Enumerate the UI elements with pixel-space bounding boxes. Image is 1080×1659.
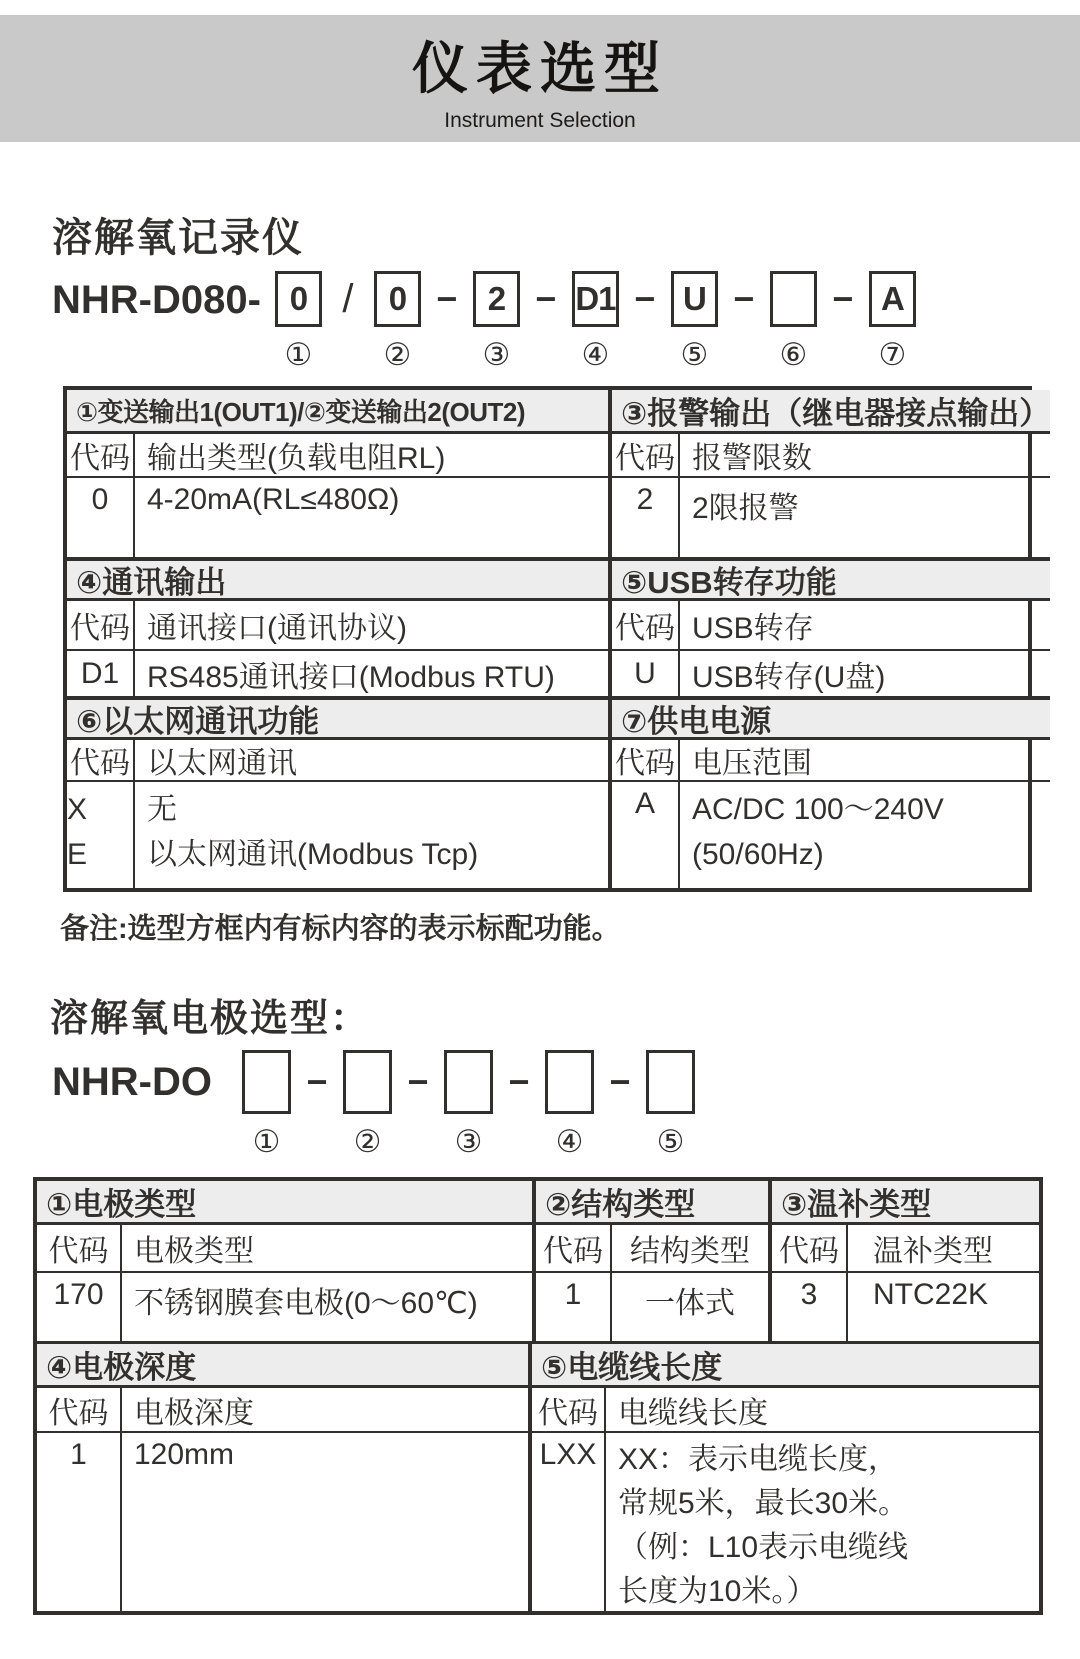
section-band-cable-length: ⑤电缆线长度 xyxy=(532,1344,1039,1388)
electrode-box-group-5 xyxy=(646,1050,695,1157)
model-box-index-5: ⑤ xyxy=(680,337,709,372)
table-data-row xyxy=(612,782,1050,888)
desc-header-cell: 结构类型 xyxy=(630,1235,750,1268)
section-band-temp-comp: ③温补类型 xyxy=(772,1181,1039,1225)
desc-header-cell: 通讯接口(通讯协议) xyxy=(147,612,407,645)
table-data-row xyxy=(772,1273,1039,1341)
model-separator: − xyxy=(306,1061,328,1102)
table-subheader-row xyxy=(612,434,1050,478)
electrode-section-title: 溶解氧电极选型： xyxy=(50,998,371,1040)
table-subheader-row xyxy=(612,740,1050,782)
desc-header-cell: 电缆线长度 xyxy=(618,1396,768,1430)
model-box-group-1 xyxy=(275,271,322,370)
table-data-row xyxy=(67,782,608,888)
table2-col-electrode-type xyxy=(37,1181,532,1341)
model-separator: − xyxy=(609,1061,631,1102)
model-box-group-5 xyxy=(671,271,718,370)
model-box-index-2: ② xyxy=(383,337,412,372)
table-data-row xyxy=(67,651,608,696)
model-box-7: A xyxy=(869,271,916,327)
electrode-box-index-1: ① xyxy=(252,1124,281,1159)
table-subheader-row xyxy=(67,740,608,782)
model-box-5: U xyxy=(671,271,718,327)
code-header-cell: 代码 xyxy=(37,1225,122,1271)
code-value: E xyxy=(67,838,88,871)
desc-cell: 120mm xyxy=(134,1438,235,1471)
desc-cell xyxy=(135,782,608,888)
table2-bottom-half xyxy=(37,1344,1039,1611)
code-cell: 170 xyxy=(37,1273,122,1341)
desc-value: (50/60Hz) xyxy=(692,838,824,871)
electrode-model-prefix: NHR-DO xyxy=(52,1060,212,1104)
model-separator: − xyxy=(535,278,557,319)
electrode-box-3 xyxy=(444,1050,493,1114)
desc-header-cell: 电压范围 xyxy=(692,747,812,780)
desc-line: 长度为10米。） xyxy=(618,1575,817,1608)
desc-cell: NTC22K xyxy=(873,1278,989,1311)
model-box-index-7: ⑦ xyxy=(878,337,907,372)
recorder-model-code-row xyxy=(52,271,1080,370)
electrode-box-group-3 xyxy=(444,1050,493,1157)
electrode-box-index-3: ③ xyxy=(454,1124,483,1159)
desc-line: 常规5米，最长30米。 xyxy=(618,1487,909,1520)
section-band-usb: ⑤USB转存功能 xyxy=(612,557,1050,601)
electrode-box-group-1 xyxy=(242,1050,291,1157)
code-header-cell: 代码 xyxy=(612,601,680,649)
desc-cell: RS485通讯接口(Modbus RTU) xyxy=(147,660,555,694)
model-separator: − xyxy=(508,1061,530,1102)
table-subheader-row xyxy=(67,601,608,651)
table-subheader-row xyxy=(37,1225,532,1273)
model-separator: − xyxy=(634,278,656,319)
section-band-comm: ④通讯输出 xyxy=(67,557,608,601)
desc-header-cell: 以太网通讯 xyxy=(147,747,297,780)
model-box-2: 0 xyxy=(374,271,421,327)
desc-cell: 不锈钢膜套电极(0～60℃) xyxy=(134,1287,478,1320)
section-band-structure-type: ②结构类型 xyxy=(536,1181,768,1225)
banner-subtitle: Instrument Selection xyxy=(444,108,636,132)
table-data-row xyxy=(612,651,1050,696)
desc-cell xyxy=(680,782,1050,888)
section-band-electrode-depth: ④电极深度 xyxy=(37,1344,528,1388)
code-header-cell: 代码 xyxy=(536,1225,612,1271)
code-header-cell: 代码 xyxy=(772,1225,848,1271)
model-box-index-1: ① xyxy=(284,337,313,372)
banner-title: 仪表选型 xyxy=(412,36,668,100)
code-header-cell: 代码 xyxy=(67,601,135,649)
code-cell: 0 xyxy=(67,478,135,557)
table2-col-temp-comp-type xyxy=(768,1181,1039,1341)
model-box-3: 2 xyxy=(473,271,520,327)
model-box-index-4: ④ xyxy=(581,337,610,372)
table2-col-structure-type xyxy=(532,1181,768,1341)
section-band-ethernet: ⑥以太网通讯功能 xyxy=(67,696,608,740)
electrode-box-index-2: ② xyxy=(353,1124,382,1159)
model-box-group-6 xyxy=(770,271,817,370)
table-data-row xyxy=(532,1433,1039,1611)
desc-header-cell: 温补类型 xyxy=(873,1235,993,1268)
table-subheader-row xyxy=(536,1225,768,1273)
desc-line: （例：L10表示电缆线 xyxy=(618,1531,909,1564)
code-cell: 1 xyxy=(536,1273,612,1341)
code-header-cell: 代码 xyxy=(67,740,135,780)
code-cell: A xyxy=(612,782,680,888)
model-separator: / xyxy=(342,277,354,321)
table-data-row xyxy=(536,1273,768,1341)
recorder-section-title: 溶解氧记录仪 xyxy=(52,216,304,260)
model-box-group-2 xyxy=(374,271,421,370)
model-box-4: D1 xyxy=(572,271,619,327)
model-box-6 xyxy=(770,271,817,327)
table-subheader-row xyxy=(67,434,608,478)
desc-header-cell: USB转存 xyxy=(692,612,814,645)
electrode-box-group-4 xyxy=(545,1050,594,1157)
table1-right-column xyxy=(612,390,1050,888)
code-value: X xyxy=(67,793,88,826)
code-cell: 1 xyxy=(37,1433,122,1611)
table-subheader-row xyxy=(612,601,1050,651)
page-banner xyxy=(0,15,1080,142)
model-separator: − xyxy=(436,278,458,319)
code-cell: 3 xyxy=(772,1273,848,1341)
section-band-electrode-type: ①电极类型 xyxy=(37,1181,532,1225)
code-header-cell: 代码 xyxy=(532,1388,606,1431)
code-cell: D1 xyxy=(67,651,135,696)
electrode-box-group-2 xyxy=(343,1050,392,1157)
code-header-cell: 代码 xyxy=(67,434,135,476)
desc-value: AC/DC 100～240V xyxy=(692,793,944,826)
section-band-out12: ①变送输出1(OUT1)/②变送输出2(OUT2) xyxy=(67,390,608,434)
table-subheader-row xyxy=(37,1388,528,1433)
code-cell xyxy=(67,782,135,888)
electrode-box-2 xyxy=(343,1050,392,1114)
electrode-box-5 xyxy=(646,1050,695,1114)
model-box-1: 0 xyxy=(275,271,322,327)
table2-col-electrode-depth xyxy=(37,1344,532,1611)
desc-line: XX：表示电缆长度， xyxy=(618,1443,899,1476)
desc-cell: 2限报警 xyxy=(692,492,799,525)
model-separator: − xyxy=(407,1061,429,1102)
desc-cell: 一体式 xyxy=(645,1287,735,1320)
table-data-row xyxy=(612,478,1050,557)
electrode-box-index-5: ⑤ xyxy=(656,1124,685,1159)
code-cell: 2 xyxy=(612,478,680,557)
desc-cell: USB转存(U盘) xyxy=(692,660,886,694)
table2-top-half xyxy=(37,1181,1039,1344)
code-cell: LXX xyxy=(532,1433,606,1611)
code-header-cell: 代码 xyxy=(612,740,680,780)
table-data-row xyxy=(37,1273,532,1341)
model-separator: − xyxy=(733,278,755,319)
model-separator: − xyxy=(832,278,854,319)
desc-header-cell: 电极类型 xyxy=(134,1235,254,1268)
desc-cell: 4-20mA(RL≤480Ω) xyxy=(147,483,400,516)
model-box-index-6: ⑥ xyxy=(779,337,808,372)
recorder-selection-table xyxy=(63,386,1051,892)
electrode-box-1 xyxy=(242,1050,291,1114)
desc-header-cell: 电极深度 xyxy=(134,1396,254,1430)
electrode-model-code-row xyxy=(52,1050,1080,1157)
table2-col-cable-length xyxy=(532,1344,1039,1611)
desc-cell xyxy=(606,1433,1039,1611)
desc-header-cell: 输出类型(负载电阻RL) xyxy=(147,442,446,475)
desc-value: 无 xyxy=(147,793,177,826)
desc-header-cell: 报警限数 xyxy=(692,442,812,475)
section-band-alarm: ③报警输出（继电器接点输出） xyxy=(612,390,1050,434)
recorder-model-prefix: NHR-D080- xyxy=(52,278,261,322)
electrode-selection-table xyxy=(33,1177,1043,1615)
code-header-cell: 代码 xyxy=(37,1388,122,1431)
table-data-row xyxy=(67,478,608,557)
electrode-box-4 xyxy=(545,1050,594,1114)
code-header-cell: 代码 xyxy=(612,434,680,476)
table-subheader-row xyxy=(532,1388,1039,1433)
electrode-box-index-4: ④ xyxy=(555,1124,584,1159)
table1-left-column xyxy=(67,390,612,888)
desc-value: 以太网通讯(Modbus Tcp) xyxy=(147,838,479,871)
section-band-power: ⑦供电电源 xyxy=(612,696,1050,740)
table-data-row xyxy=(37,1433,528,1611)
model-box-index-3: ③ xyxy=(482,337,511,372)
note-text: 备注:选型方框内有标内容的表示标配功能。 xyxy=(60,913,621,945)
model-box-group-4 xyxy=(572,271,619,370)
model-box-group-7 xyxy=(869,271,916,370)
table-subheader-row xyxy=(772,1225,1039,1273)
code-cell: U xyxy=(612,651,680,696)
model-box-group-3 xyxy=(473,271,520,370)
